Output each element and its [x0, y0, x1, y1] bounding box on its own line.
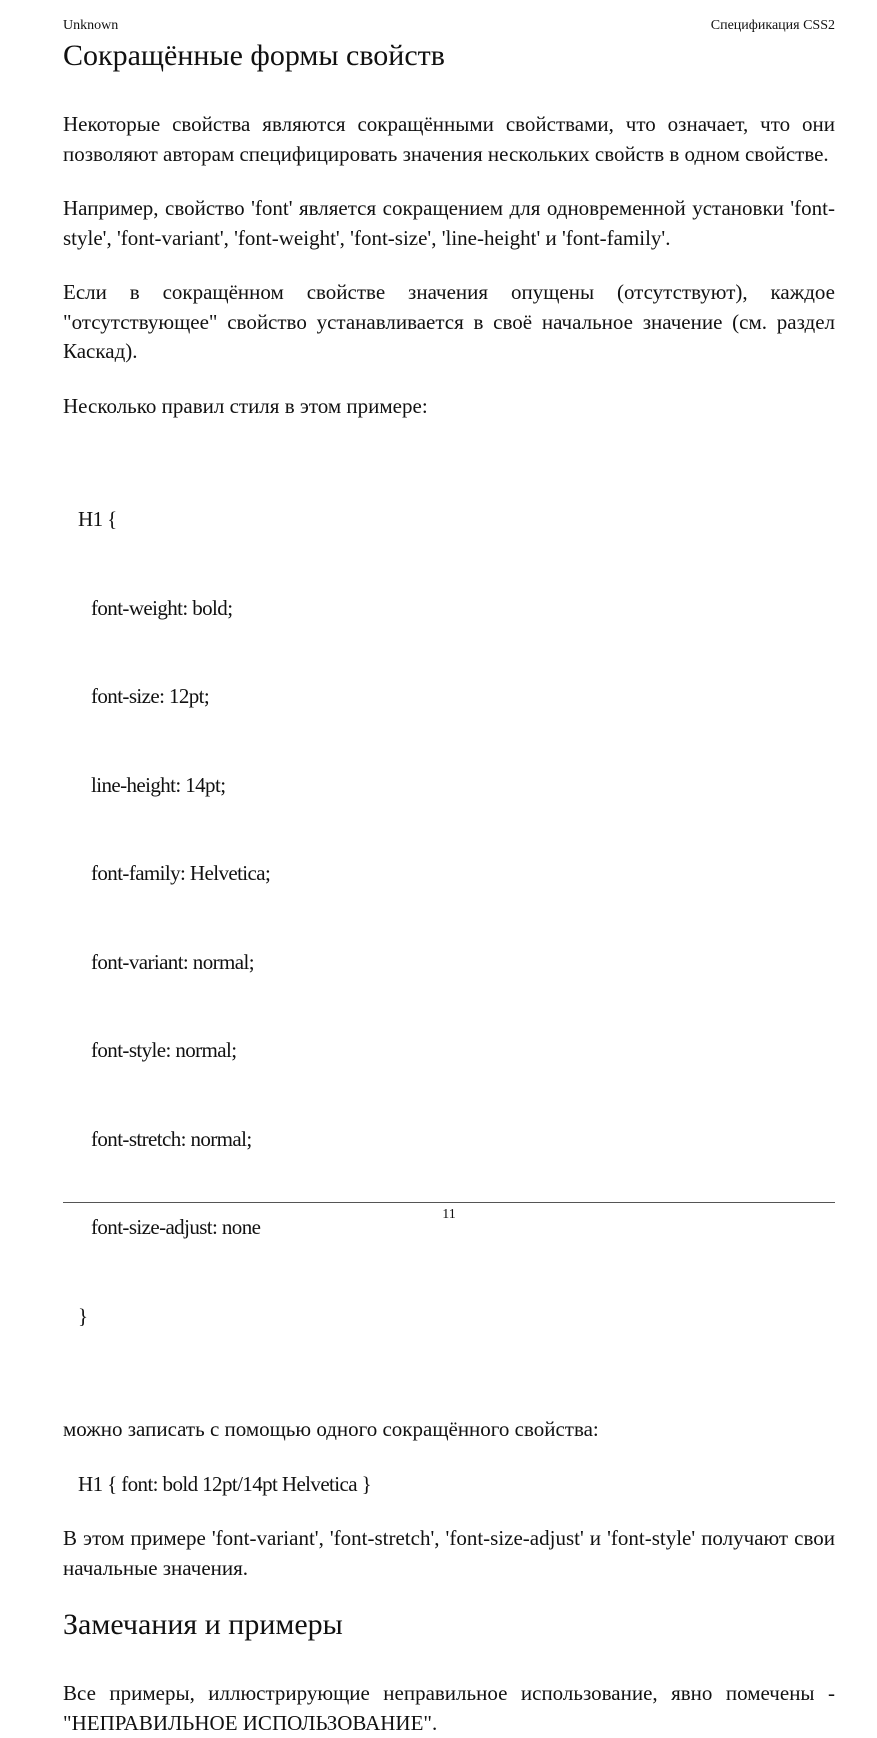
header-author: Unknown	[63, 18, 119, 33]
paragraph-omitted-values: Если в сокращённом свойстве значения опущены (отсутствуют), каждое "отсутствующее" свойство устанавливается в своё начальное значение (см. раздел Каскад).	[63, 280, 835, 363]
section-title-shorthand-properties: Сокращённые формы свойств	[63, 39, 445, 72]
code-line: font-stretch: normal;	[91, 1126, 252, 1151]
code-line: font-family: Helvetica;	[91, 861, 271, 885]
paragraph-conclusion: В этом примере 'font-variant', 'font-stretch', 'font-size-adjust' и 'font-style' получают свои начальные значения.	[63, 1526, 835, 1580]
paragraph-rules-intro: Несколько правил стиля в этом примере:	[63, 393, 428, 418]
code-line: }	[78, 1303, 88, 1328]
page-content	[63, 36, 835, 1738]
paragraph-font-example: Например, свойство 'font' является сокращением для одновременной установки 'font-style', 'font-variant', 'font-weight', 'font-size', 'line-height' и 'font-family'.	[63, 196, 835, 250]
code-line: font-style: normal;	[91, 1038, 237, 1062]
code-line: font-size: 12pt;	[91, 684, 210, 708]
code-line: font-variant: normal;	[91, 949, 254, 974]
paragraph-shorthand-definition: Некоторые свойства являются сокращёнными свойствами, что означает, что они позволяют авторам специфицировать значения нескольких свойств в одном свойстве.	[63, 112, 835, 166]
section-title-notes-examples: Замечания и примеры	[63, 1608, 343, 1641]
page-header	[63, 16, 835, 36]
code-line: line-height: 14pt;	[91, 772, 226, 797]
code-line: font-weight: bold;	[91, 595, 233, 620]
code-example-longhand	[78, 446, 835, 1390]
code-example-shorthand: H1 { font: bold 12pt/14pt Helvetica }	[78, 1471, 372, 1496]
paragraph-after-code: можно записать с помощью одного сокращённого свойства:	[63, 1417, 599, 1441]
code-line: font-size-adjust: none	[91, 1215, 261, 1239]
paragraph-illegal-usage: Все примеры, иллюстрирующие неправильное использование, явно помечены - "НЕПРАВИЛЬНОЕ ИСПОЛЬЗОВАНИЕ".	[63, 1681, 835, 1735]
page-number: 11	[442, 1207, 456, 1222]
code-line: H1 {	[78, 507, 117, 531]
footer-divider	[63, 1202, 835, 1203]
header-document-title: Спецификация CSS2	[710, 18, 835, 33]
